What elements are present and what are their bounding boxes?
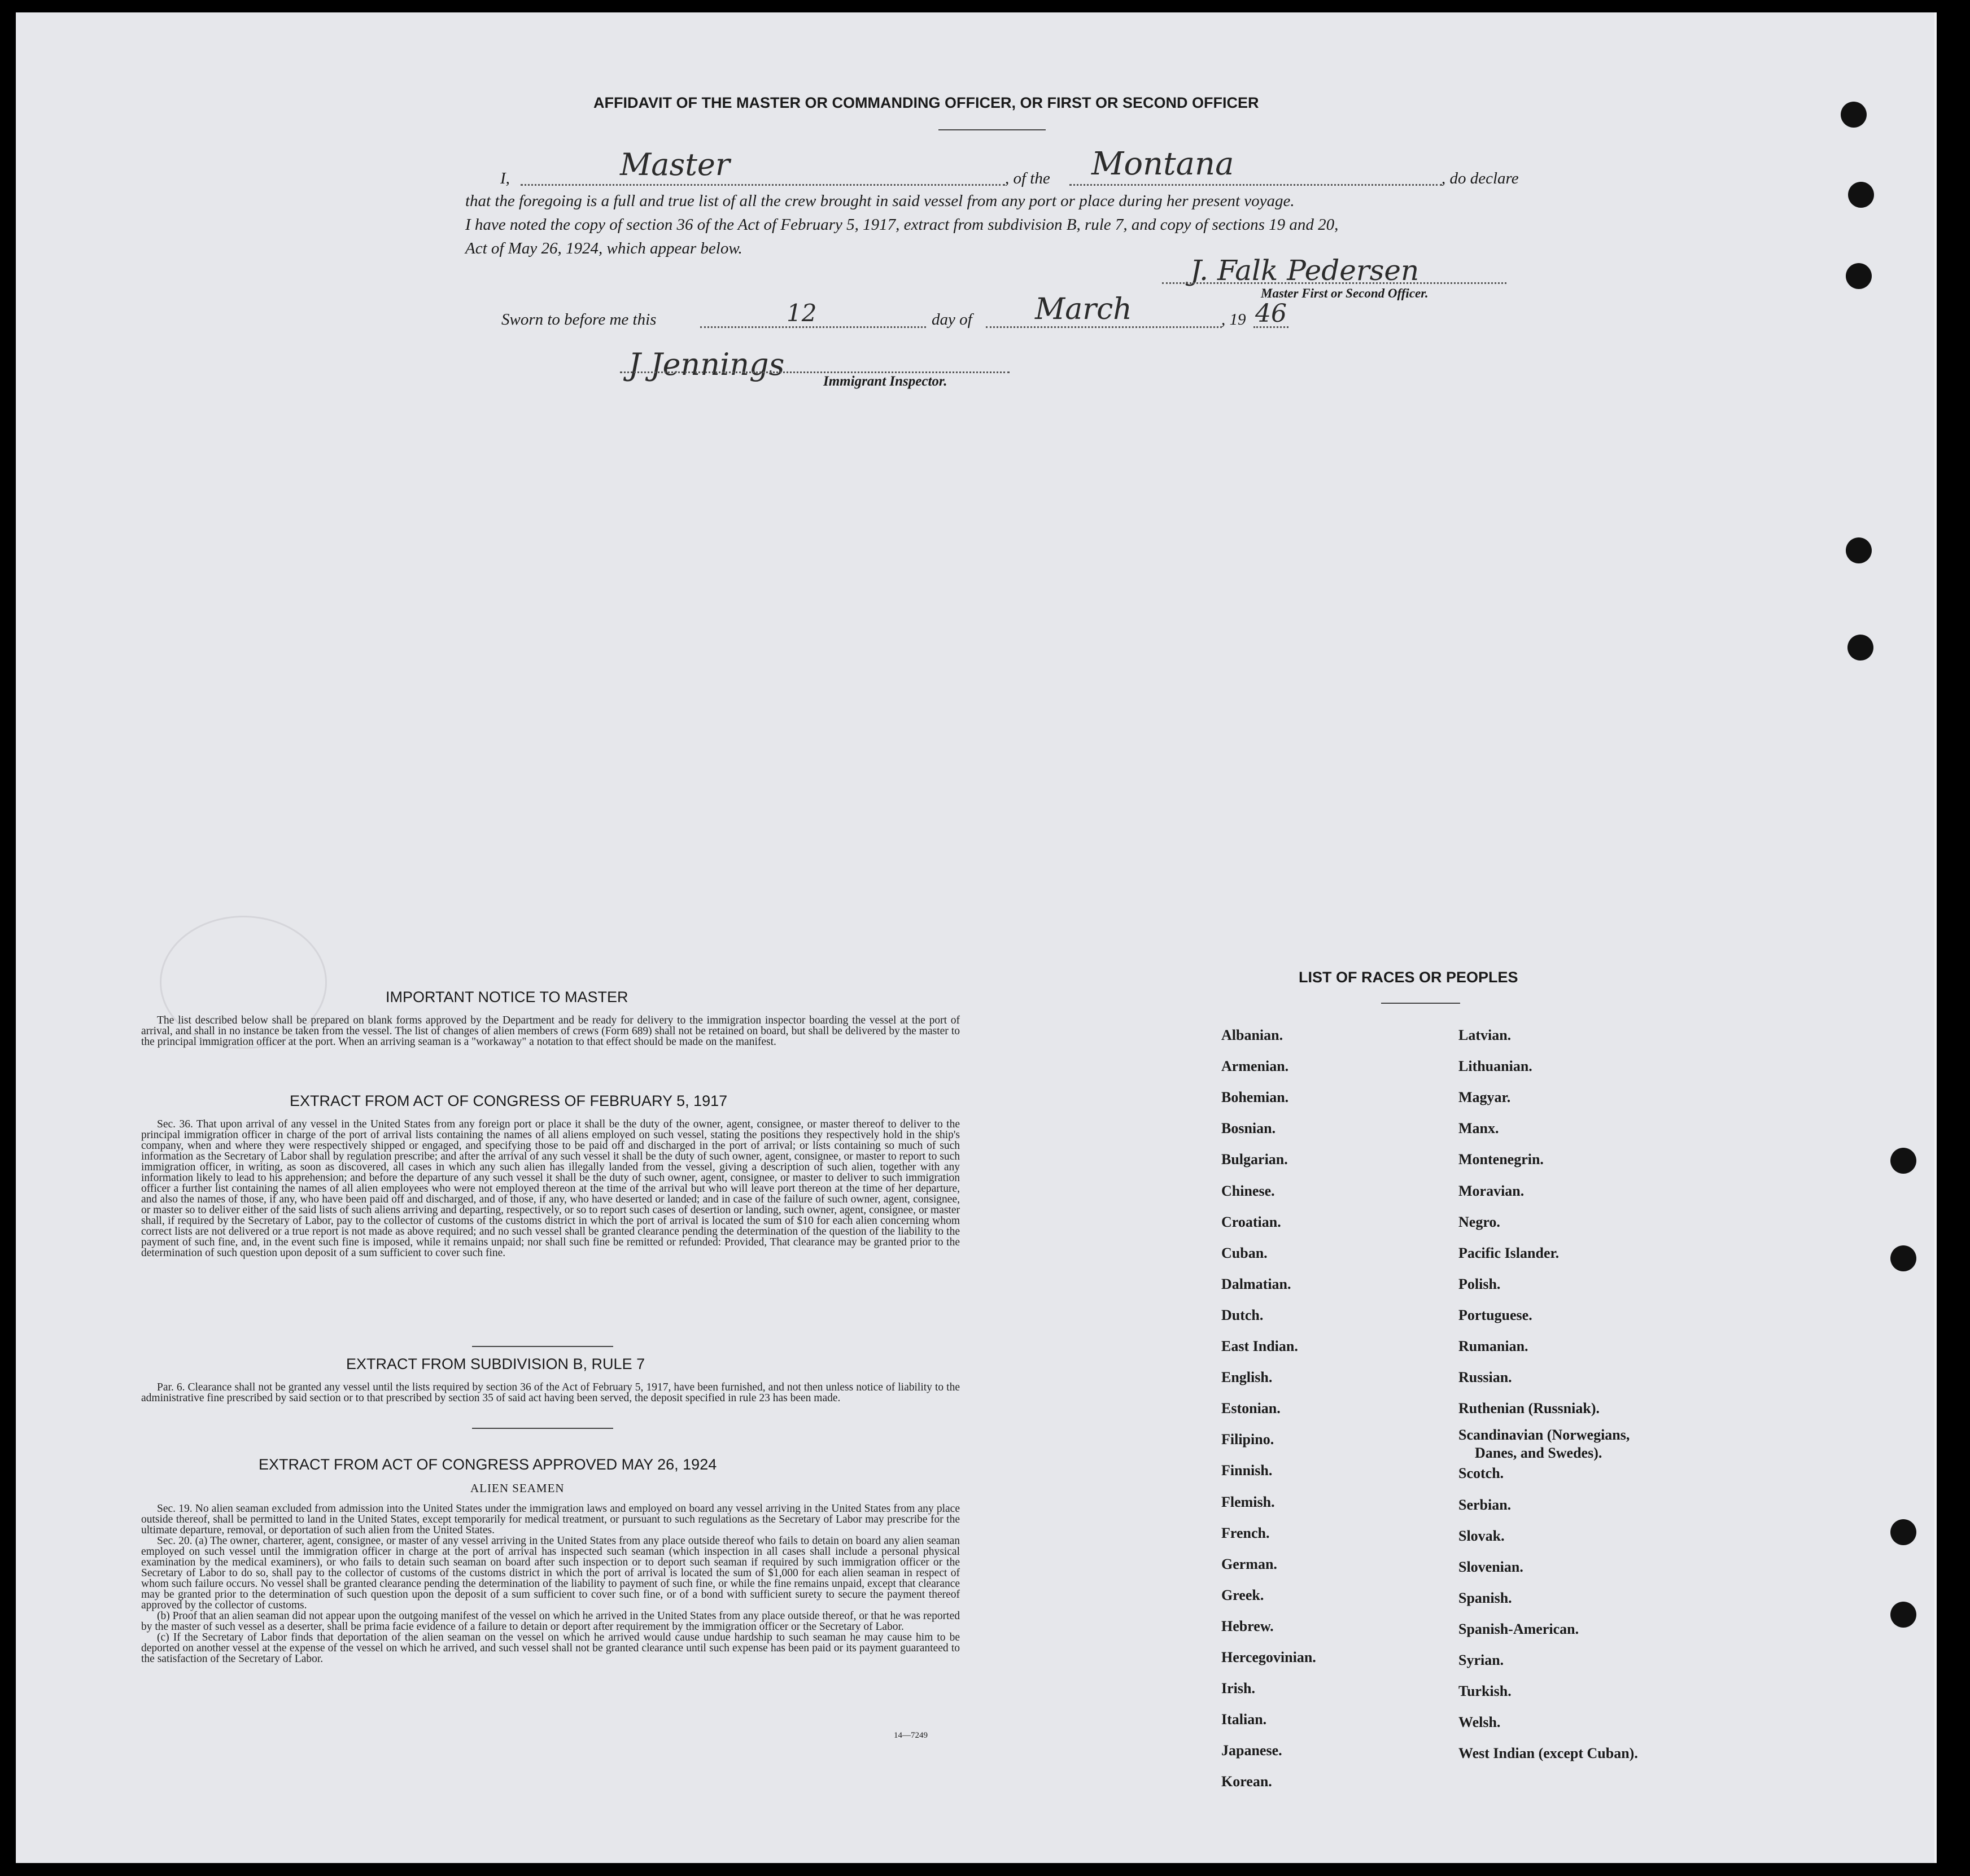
races-title: LIST OF RACES OR PEOPLES [1299,969,1518,986]
master-handwritten: Master [620,147,730,182]
race-item-left: Dutch. [1221,1306,1264,1323]
par-6-paragraph: Par. 6. Clearance shall not be granted any vessel until the lists required by section 36 of the Act of February 5, 1917, have been furnished, and not then unless notice of liability to the administrative fine prescribed by said section or to that prescribed by section 35 of said act having been served, the deposit specified in rule 23 has been made. [141,1381,960,1404]
race-item-right: Syrian. [1458,1652,1504,1668]
race-item-right: Rumanian. [1458,1338,1528,1354]
race-item-right: Welsh. [1458,1714,1501,1731]
race-item-right: Latvian. [1458,1027,1512,1043]
race-item-right: Lithuanian. [1458,1058,1532,1075]
sworn-day-handwritten: 12 [787,299,817,327]
race-item-right: Negro. [1458,1213,1500,1230]
affidavit-line-1: that the foregoing is a full and true list of all the crew brought in said vessel from any port or place during her present voyage. [465,192,1295,210]
do-declare-label: , do declare [1442,169,1519,187]
race-item-right: Portuguese. [1458,1306,1532,1323]
i-dotline [521,184,1005,186]
sec-20b-paragraph: (b) Proof that an alien seaman did not appear upon the outgoing manifest of the vessel on which he arrived in the United States from any place outside thereof, or that he was reported by the master of such vessel as a deserter, shall be prima facie evidence of a failure to detain or deport after requirement by the immigration officer or the Secretary of Labor. [141,1610,960,1633]
race-item-left: Bosnian. [1221,1120,1276,1137]
race-item-right: Russian. [1458,1369,1512,1386]
title-rule [938,129,1046,130]
binder-hole [1848,182,1874,208]
notice-title: IMPORTANT NOTICE TO MASTER [386,989,628,1005]
race-item-right: Turkish. [1458,1683,1512,1700]
inspector-signature: J Jennings [628,347,785,382]
race-item-left: Croatian. [1221,1213,1281,1230]
extract-rule7-text [141,1382,960,1403]
inspector-dotline [620,371,1010,373]
race-item-left: English. [1221,1369,1273,1386]
affidavit-line-2: I have noted the copy of section 36 of the Act of February 5, 1917, extract from subdivision B, rule 7, and copy of sections 19 and 20, [465,216,1339,234]
affidavit-title: AFFIDAVIT OF THE MASTER OR COMMANDING OFFICER, OR FIRST OR SECOND OFFICER [593,94,1259,111]
vessel-handwritten: Montana [1091,146,1234,182]
sec-36-paragraph: Sec. 36. That upon arrival of any vessel in the United States from any foreign port or place it shall be the duty of the owner, agent, consignee, or master thereof to deliver to the principal immigration officer in charge of the port of arrival lists containing the names of all aliens employed on such vessel, stating the positions they respectively hold in the ship's company, when and where they were respectively shipped or engaged, and specifying those to be paid off and discharged in the port of arrival; or lists containing so much of such information as the Secretary of Labor shall by regulation prescribe; and after the arrival of any such vessel it shall be the duty of such owner, agent, consignee, or master to report to such immigration officer, in writing, as soon as discovered, all cases in which any such alien has illegally landed from the vessel, giving a description of such alien, together with any information likely to lead to his apprehension; and before the departure of any such vessel it shall be the duty of such owner, agent, consignee, or master to deliver to such immigration officer a further list containing the names of all alien employees who were not employed thereon at the time of the arrival but who will leave port thereon at the time of her departure, and also the names of those, if any, who have been paid off and discharged, and of those, if any, who have deserted or landed; and in case of the failure of such owner, agent, consignee, or master so to deliver either of the said lists of such aliens arriving and departing, respectively, or so to report such cases of desertion or landing, such owner, agent, consignee, or master shall, if required by the Secretary of Labor, pay to the collector of customs of the customs district in which the port of arrival is located the sum of $10 for each alien concerning whom correct lists are not delivered or a true report is not made as above required; and no such vessel shall be granted clearance pending the determination of the question of the liability to the payment of such fine, and, in the event such fine is imposed, while it remains unpaid; nor shall such fine be remitted or refunded: Provided, That clearance may be granted prior to the determination of such question upon deposit of a sum sufficient to cover such fine. [141,1118,960,1259]
sworn-month-dotline [986,326,1222,328]
form-number: 14—7249 [894,1731,928,1740]
year-handwritten: 46 [1255,299,1287,328]
extract-1917-title: EXTRACT FROM ACT OF CONGRESS OF FEBRUARY 5, 1917 [290,1092,728,1109]
binder-hole [1841,102,1867,128]
race-item-left: Greek. [1221,1586,1264,1603]
race-item-left: Albanian. [1221,1027,1283,1043]
notice-paragraph: The list described below shall be prepared on blank forms approved by the Department and be ready for delivery to the immigration inspector boarding the vessel at the port of arrival, and shall in no instance be taken from the vessel. The list of changes of alien members of crews (Form 689) shall not be retained on board, but shall be delivered by the master to the principal immigration officer at the port. When an arriving seaman is a "workaway" a notation to that effect should be made on the manifest. [141,1014,960,1048]
affidavit-line-3: Act of May 26, 1924, which appear below. [465,239,742,257]
year-label: , 19 [1221,311,1246,329]
race-item-right: Spanish. [1458,1589,1512,1606]
vessel-dotline [1069,184,1442,186]
race-item-left: German. [1221,1555,1277,1572]
signature-dotline [1162,282,1506,284]
page-edge [1934,12,1937,1863]
extract-1917-text [141,1119,960,1258]
binder-hole [1890,1602,1916,1628]
rule-1917 [472,1346,613,1347]
race-item-right: Scotch. [1458,1465,1504,1482]
race-item-left: Flemish. [1221,1493,1275,1510]
race-item-left: Bulgarian. [1221,1151,1288,1168]
race-item-right: Polish. [1458,1275,1501,1292]
binder-hole [1890,1245,1916,1271]
race-item-right: West Indian (except Cuban). [1458,1745,1638,1762]
race-item-right: Magyar. [1458,1089,1511,1106]
rule-rule7 [472,1428,613,1429]
race-item-left: Estonian. [1221,1400,1281,1417]
race-item-left: Hebrew. [1221,1617,1274,1634]
inspector-caption: Immigrant Inspector. [823,374,947,389]
race-item-right: Spanish-American. [1458,1620,1579,1637]
race-item-right: Pacific Islander. [1458,1244,1560,1261]
signature-caption: Master First or Second Officer. [1261,286,1429,300]
sworn-label: Sworn to before me this [501,311,657,329]
race-item-right: Serbian. [1458,1496,1512,1513]
race-item-left: Korean. [1221,1773,1272,1790]
races-rule [1381,1003,1460,1004]
race-item-right: Scandinavian (Norwegians, [1458,1427,1630,1444]
race-item-left: Finnish. [1221,1462,1273,1479]
manifest-page [16,12,1934,1863]
sec-20c-paragraph: (c) If the Secretary of Labor finds that deportation of the alien seaman on the vessel on which he arrived would cause undue hardship to such seaman he may cause him to be deported on another vessel at the expense of the vessel on which he arrived, and such vessel shall not be granted clearance until such expense has been paid or its payment guaranteed to the satisfaction of the Secretary of Labor. [141,1632,960,1665]
i-label: I, [500,169,510,187]
race-item-left: Bohemian. [1221,1089,1289,1106]
race-item-right: Danes, and Swedes). [1475,1445,1602,1462]
binder-hole [1847,635,1873,661]
race-item-right: Ruthenian (Russniak). [1458,1400,1600,1417]
race-item-left: Irish. [1221,1680,1255,1697]
sworn-month-handwritten: March [1035,292,1132,326]
binder-hole [1846,537,1872,563]
race-item-left: Armenian. [1221,1058,1289,1075]
extract-rule7-title: EXTRACT FROM SUBDIVISION B, RULE 7 [346,1355,645,1372]
alien-seamen-subtitle: ALIEN SEAMEN [470,1481,565,1495]
race-item-left: Dalmatian. [1221,1275,1291,1292]
extract-1924-title: EXTRACT FROM ACT OF CONGRESS APPROVED MAY 26, 1924 [259,1456,717,1473]
of-the-label: , of the [1005,169,1050,187]
race-item-left: Italian. [1221,1711,1267,1728]
race-item-left: Filipino. [1221,1431,1274,1448]
race-item-left: Cuban. [1221,1244,1268,1261]
sec-20a-paragraph: Sec. 20. (a) The owner, charterer, agent, consignee, or master of any vessel arriving in the United States from any place outside thereof who fails to detain on board any alien seaman employed on such vessel until the immigration officer in charge at the port of arrival has inspected such seaman (which inspection in all cases shall include a personal physical examination by the medical examiners), or who fails to detain such seaman on board after such inspection or to deport such seaman if required by such immigration officer or the Secretary of Labor to do so, shall pay to the collector of customs of the customs district in which the port of arrival is located the sum of $1,000 for each alien seaman in respect of whom such failure occurs. No vessel shall be granted clearance pending the determination of the liability to payment of such fine, or while the fine remains unpaid, except that clearance may be granted prior to the determination of such question upon the deposit of a sum sufficient to cover such fine, or of a bond with sufficient surety to secure the payment thereof approved by the collector of customs. [141,1535,960,1611]
race-item-right: Manx. [1458,1120,1499,1137]
notice-text [141,1015,960,1047]
year-dotline [1253,326,1288,328]
race-item-left: Japanese. [1221,1742,1282,1759]
race-item-right: Slovenian. [1458,1558,1523,1575]
binder-hole [1890,1519,1916,1545]
extract-1924-text [141,1503,960,1664]
master-signature: J. Falk Pedersen [1190,254,1419,287]
race-item-right: Moravian. [1458,1182,1525,1199]
binder-hole [1846,263,1872,289]
race-item-left: East Indian. [1221,1338,1298,1354]
binder-hole [1890,1148,1916,1174]
race-item-left: Chinese. [1221,1182,1275,1199]
race-item-right: Montenegrin. [1458,1151,1544,1168]
day-of-label: day of [932,311,972,329]
sec-19-paragraph: Sec. 19. No alien seaman excluded from admission into the United States under the immigration laws and employed on board any vessel arriving in the United States from any place outside thereof, shall be permitted to land in the United States, except temporarily for medical treatment, or pursuant to such regulations as the Secretary of Labor may prescribe for the ultimate departure, removal, or deportation of such alien from the United States. [141,1503,960,1536]
race-item-left: French. [1221,1524,1270,1541]
race-item-left: Hercegovinian. [1221,1649,1316,1665]
race-item-right: Slovak. [1458,1527,1505,1544]
